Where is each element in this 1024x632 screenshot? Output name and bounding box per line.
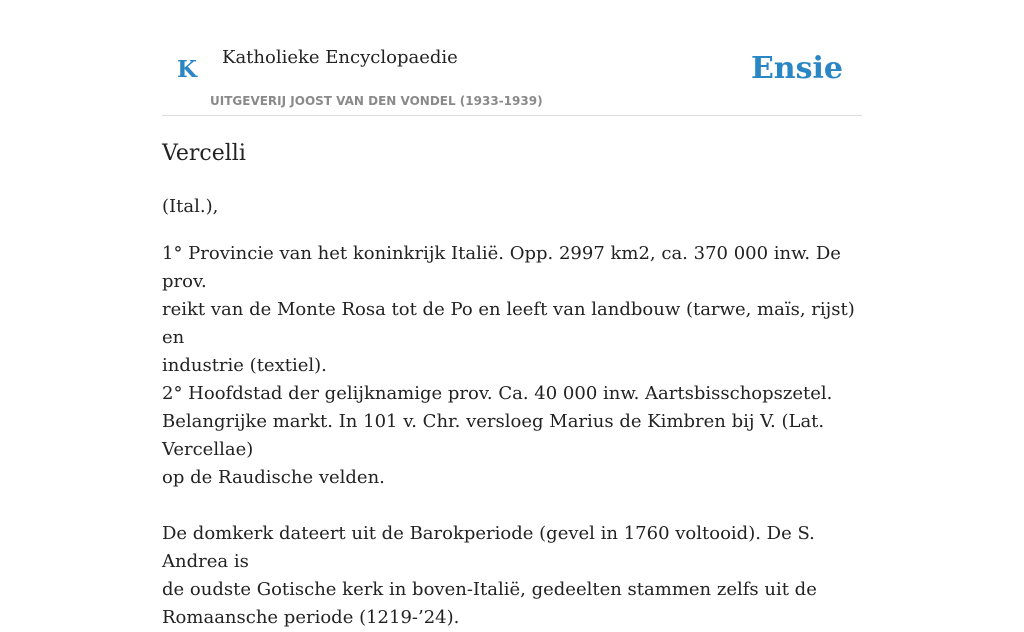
- publication-subtitle: UITGEVERIJ JOOST VAN DEN VONDEL (1933-1939): [210, 94, 543, 108]
- article-body: [162, 240, 862, 632]
- body-line: Romaansche periode (1219-’24).: [162, 607, 460, 628]
- body-line: reikt van de Monte Rosa tot de Po en leeft van landbouw (tarwe, maïs, rijst) en: [162, 299, 855, 348]
- logo-icon[interactable]: K: [177, 56, 197, 83]
- brand-logo-link[interactable]: Ensie: [750, 51, 843, 86]
- body-line: De domkerk dateert uit de Barokperiode (gevel in 1760 voltooid). De S. Andrea is: [162, 523, 815, 572]
- site-header: [162, 0, 862, 116]
- body-line: Belangrijke markt. In 101 v. Chr. versloeg Marius de Kimbren bij V. (Lat. Vercellae): [162, 411, 825, 460]
- body-line: industrie (textiel).: [162, 355, 327, 376]
- body-line: 2° Hoofdstad der gelijknamige prov. Ca. 40 000 inw. Aartsbisschopszetel.: [162, 383, 833, 404]
- article-lead: (Ital.),: [162, 196, 219, 217]
- article-title: Vercelli: [162, 141, 246, 166]
- body-line: op de Raudische velden.: [162, 467, 385, 488]
- publication-title[interactable]: Katholieke Encyclopaedie: [222, 47, 458, 68]
- body-line: de oudste Gotische kerk in boven-Italië, gedeelten stammen zelfs uit de: [162, 579, 817, 600]
- body-line: 1° Provincie van het koninkrijk Italië. Opp. 2997 km2, ca. 370 000 inw. De prov.: [162, 243, 841, 292]
- paragraph-break: [162, 492, 862, 520]
- article: [162, 136, 862, 632]
